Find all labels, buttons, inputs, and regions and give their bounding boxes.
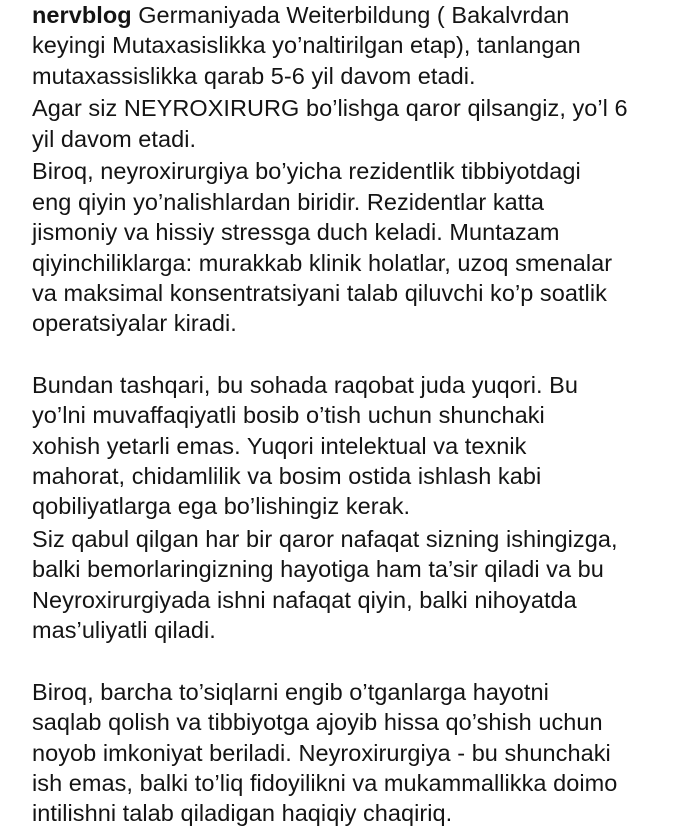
caption-paragraph-duration (32, 93, 672, 154)
caption-line: qobiliyatlarga ega bo’lishingiz kerak. (32, 493, 411, 520)
caption-line: intilishni talab qiladigan haqiqiy chaqiriq. (32, 800, 453, 827)
caption-text: Germaniyada Weiterbildung ( Bakalvrdan (131, 2, 570, 28)
caption-line: mahorat, chidamlilik va bosim ostida ishlash kabi (32, 463, 542, 490)
caption-line (32, 0, 672, 30)
caption-line: noyob imkoniyat beriladi. Neyroxirurgiya - bu shunchaki (32, 739, 611, 766)
caption-paragraph-conclusion (32, 677, 672, 829)
caption-paragraph-responsibility (32, 524, 672, 646)
caption-line: ish emas, balki to’liq fidoyilikni va mukammallikka doimo (32, 769, 618, 796)
caption-line: Siz qabul qilgan har bir qaror nafaqat sizning ishingizga, (32, 526, 618, 553)
caption-line: balki bemorlaringizning hayotiga ham ta’sir qiladi va bu (32, 556, 604, 583)
caption-line: saqlab qolish va tibbiyotga ajoyib hissa qo’shish uchun (32, 709, 603, 736)
post-caption (32, 0, 672, 829)
caption-line: keyingi Mutaxasislikka yo’naltirilgan etap), tanlangan (32, 32, 581, 59)
caption-line: Biroq, neyroxirurgiya bo’yicha rezidentlik tibbiyotdagi (32, 158, 581, 185)
caption-line: jismoniy va hissiy stressga duch keladi. Muntazam (32, 219, 560, 246)
caption-paragraph-competition (32, 370, 672, 522)
caption-line: yo’lni muvaffaqiyatli bosib o’tish uchun shunchaki (32, 402, 545, 429)
caption-paragraph-residency (32, 156, 672, 338)
username-link[interactable]: nervblog (32, 2, 132, 28)
caption-line: qiyinchiliklarga: murakkab klinik holatlar, uzoq smenalar (32, 249, 613, 276)
caption-line: Bundan tashqari, bu sohada raqobat juda yuqori. Bu (32, 371, 579, 398)
caption-line: operatsiyalar kiradi. (32, 310, 237, 337)
caption-line: yil davom etadi. (32, 125, 197, 152)
caption-line: mutaxassislikka qarab 5-6 yil davom etadi. (32, 62, 476, 89)
caption-line: eng qiyin yo’nalishlardan biridir. Rezidentlar katta (32, 188, 545, 215)
caption-line: Biroq, barcha to’siqlarni engib o’tganlarga hayotni (32, 678, 549, 705)
caption-line: mas’uliyatli qiladi. (32, 617, 216, 644)
caption-line: xohish yetarli emas. Yuqori intelektual va texnik (32, 432, 527, 459)
caption-paragraph-intro (32, 0, 672, 91)
caption-line: Agar siz NEYROXIRURG bo’lishga qaror qilsangiz, yo’l 6 (32, 95, 628, 122)
caption-line: Neyroxirurgiyada ishni nafaqat qiyin, balki nihoyatda (32, 586, 577, 613)
caption-line: va maksimal konsentratsiyani talab qiluvchi ko’p soatlik (32, 280, 607, 307)
